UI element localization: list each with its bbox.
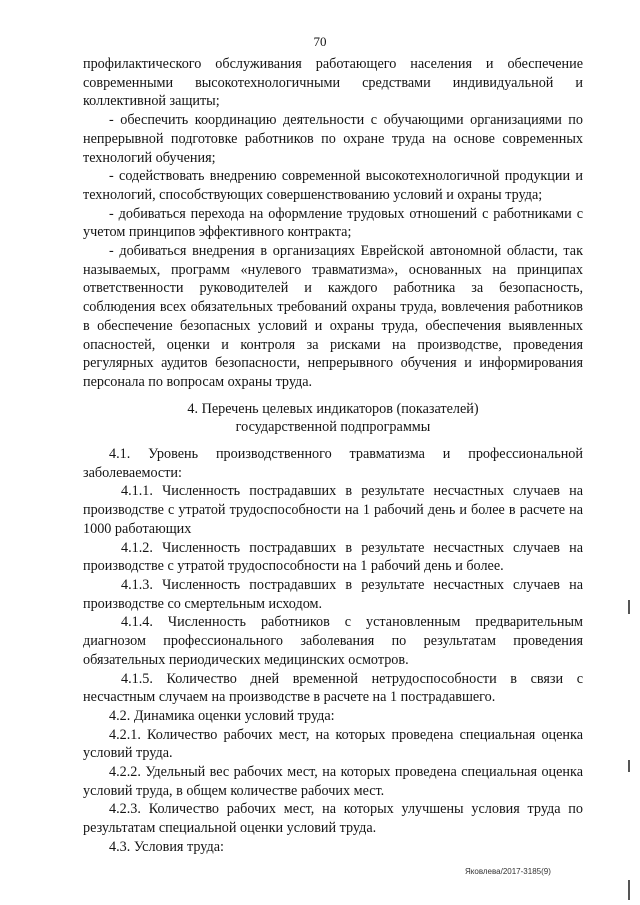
list-item: 4.2.3. Количество рабочих мест, на которых улучшены условия труда по результатам специальной оценки условий труда. (83, 801, 583, 837)
paragraph: - добиваться перехода на оформление трудовых отношений с работниками с учетом принципов эффективного контракта; (83, 205, 583, 241)
list-item: 4.1.3. Численность пострадавших в результате несчастных случаев на производстве со смертельным исходом. (83, 576, 583, 612)
paragraph: - добиваться внедрения в организациях Еврейской автономной области, так называемых, программ «нулевого травматизма», основанных на принципах ответственности руководителей и каждого работника за безопасность, соблюдения всех обязательных требований охраны труда, вовлечения работников в обеспечение безопасных условий и охраны труда, обеспечения выявленных опасностей, оценки и контроля за рисками на производстве, проведения регулярных аудитов безопасности, непрерывного обучения и информирования персонала по вопросам охраны труда. (83, 243, 583, 390)
list-item: 4.1.1. Численность пострадавших в результате несчастных случаев на производстве с утратой трудоспособности на 1 рабочий день и более в расчете на 1000 работающих (83, 483, 583, 537)
paragraph: профилактического обслуживания работающего населения и обеспечение современными высокотехнологичными средствами индивидуальной и коллективной защиты; (83, 56, 583, 110)
list-item: 4.2.1. Количество рабочих мест, на которых проведена специальная оценка условий труда. (83, 726, 583, 762)
scan-edge-mark (628, 760, 630, 772)
list-item: 4.2. Динамика оценки условий труда: (109, 707, 335, 724)
section-heading (83, 400, 583, 437)
page-number: 70 (313, 34, 327, 49)
list-item: 4.1. Уровень производственного травматизма и профессиональной заболеваемости: (83, 446, 583, 481)
section-heading-line: государственной подпрограммы (235, 419, 431, 436)
section-heading-line: 4. Перечень целевых индикаторов (показателей) (187, 400, 479, 417)
scan-edge-mark (628, 880, 630, 900)
scan-edge-mark (628, 600, 630, 614)
document-body (83, 55, 583, 857)
paragraph: - обеспечить координацию деятельности с обучающими организациями по непрерывной подготовке работников по охране труда на основе современных технологий обучения; (83, 112, 583, 166)
list-item: 4.3. Условия труда: (109, 838, 224, 855)
list-item: 4.1.2. Численность пострадавших в результате несчастных случаев на производстве с утратой трудоспособности на 1 рабочий день и более. (83, 539, 583, 575)
list-item: 4.1.5. Количество дней временной нетрудоспособности в связи с несчастным случаем на производстве в расчете на 1 пострадавшего. (83, 670, 583, 706)
list-item: 4.2.2. Удельный вес рабочих мест, на которых проведена специальная оценка условий труда, в общем количестве рабочих мест. (83, 764, 583, 799)
document-footer: Яковлева/2017-3185(9) (465, 867, 551, 876)
list-item: 4.1.4. Численность работников с установленным предварительным диагнозом профессионального заболевания по результатам проведения обязательных периодических медицинских осмотров. (83, 614, 583, 668)
paragraph: - содействовать внедрению современной высокотехнологичной продукции и технологий, способствующих совершенствованию условий и охраны труда; (83, 168, 583, 203)
